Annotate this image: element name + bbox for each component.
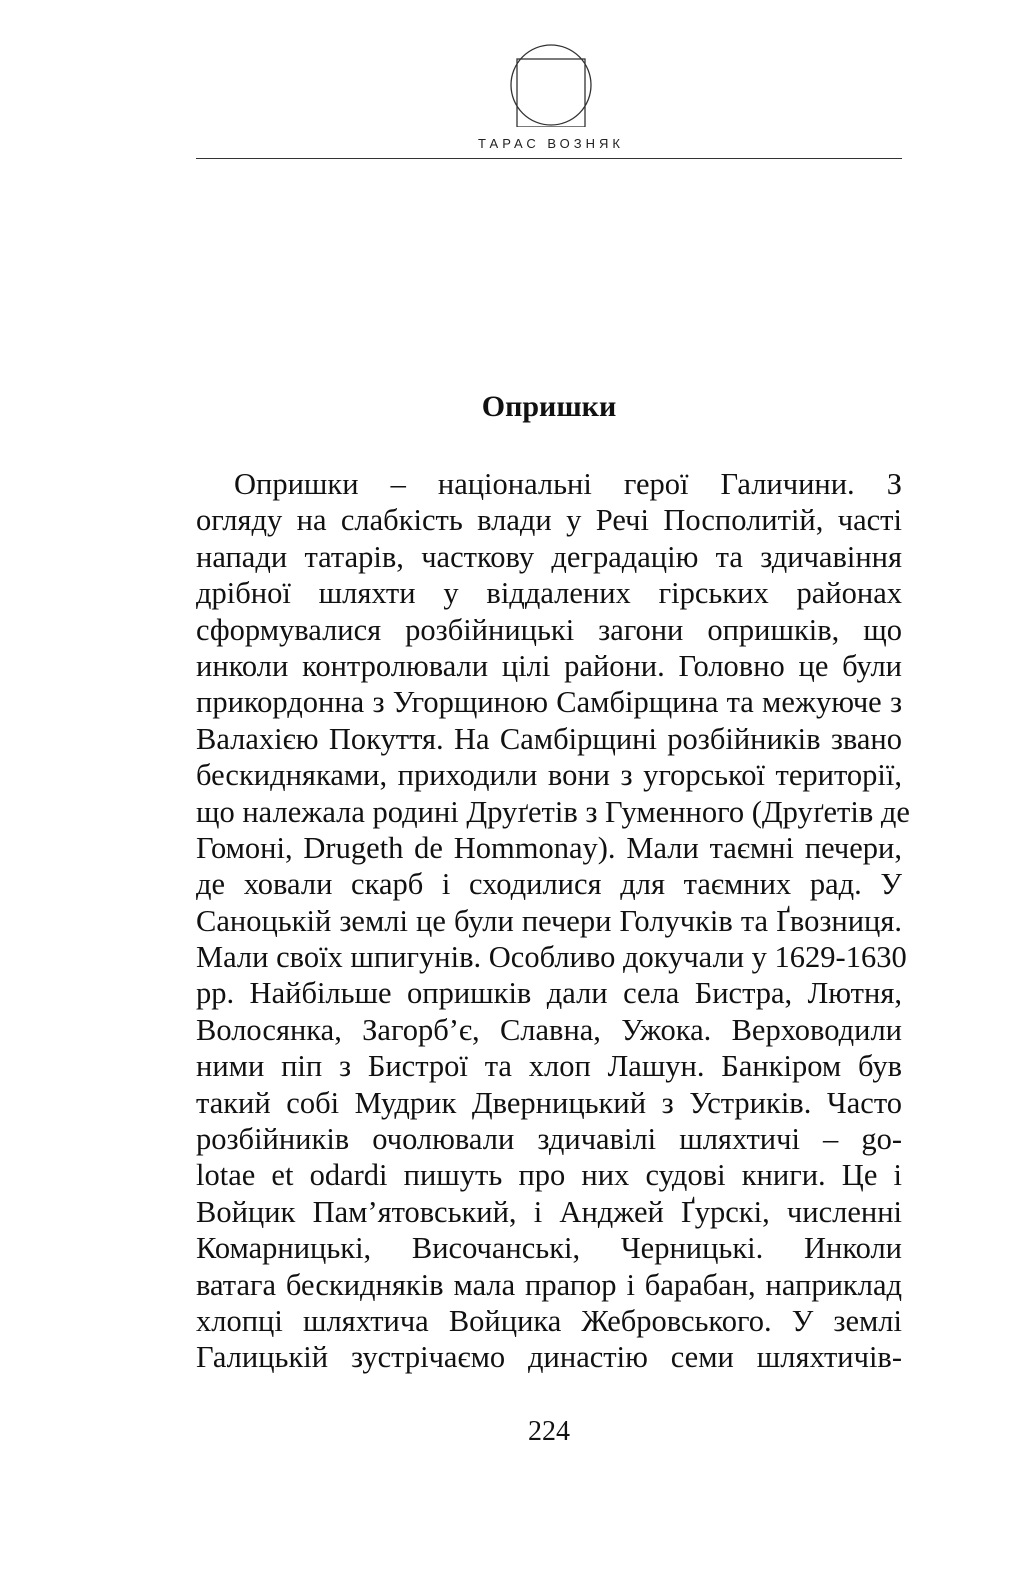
text-line: прикордонна з Угорщиною Самбірщина та межуюче з [196, 685, 902, 720]
chapter-title: Опришки [481, 390, 617, 423]
text-line: Валахією Покуття. На Самбірщині розбійників звано [196, 721, 902, 756]
text-line: Галицькій зустрічаємо династію семи шляхтичів- [196, 1340, 902, 1375]
text-line: сформувалися розбійницькі загони опришків, що [196, 612, 902, 647]
text-line: напади татарів, часткову деградацію та здичавіння [196, 539, 902, 574]
text-line: Опришки – національні герої Галичини. З [234, 467, 902, 501]
text-line: бескидняками, приходили вони з угорської території, [196, 758, 902, 793]
text-line: Волосянка, Загорб’є, Славна, Ужока. Верховодили [196, 1012, 902, 1047]
text-line: де ховали скарб і сходилися для таємних рад. У [196, 867, 902, 902]
running-header-author: ТАРАС ВОЗНЯК [478, 136, 624, 151]
publisher-logo-icon [509, 43, 593, 127]
text-line: ватага бескидняків мала прапор і барабан, наприклад [196, 1267, 902, 1302]
text-line: Войцик Пам’ятовський, і Анджей Ґурскі, численні [196, 1194, 902, 1229]
text-line: що належала родині Друґетів з Гуменного (Друґетів де [196, 794, 910, 829]
text-line: хлопці шляхтича Войцика Жебровського. У землі [196, 1303, 902, 1338]
text-line: lotae et odardi пишуть про них судові книги. Це і [196, 1158, 902, 1193]
text-line: розбійників очолювали здичавілі шляхтичі – go- [196, 1122, 902, 1157]
page-number: 224 [528, 1416, 570, 1447]
text-line: Саноцькій землі це були печери Голучків та Ґвозниця. [196, 903, 902, 938]
logo-circle [511, 45, 591, 125]
text-line: рр. Найбільше опришків дали села Бистра, Лютня, [196, 976, 902, 1011]
text-line: инколи контролювали цілі райони. Головно це були [196, 648, 902, 683]
text-line: такий собі Мудрик Дверницький з Устриків. Часто [196, 1085, 902, 1120]
header-divider [196, 158, 902, 159]
body-text [196, 466, 910, 1376]
text-line: Гомоні, Drugeth de Hommonay). Мали таємні печери, [196, 830, 902, 865]
text-line: ними піп з Бистрої та хлоп Лашун. Банкіром був [196, 1049, 902, 1084]
text-line: дрібної шляхти у віддалених гірських районах [196, 576, 902, 611]
text-line: огляду на слабкість влади у Речі Посполитій, часті [196, 503, 902, 538]
text-line: Мали своїх шпигунів. Особливо докучали у 1629-1630 [196, 940, 907, 975]
text-line: Комарницькі, Височанські, Черницькі. Инколи [196, 1231, 902, 1266]
